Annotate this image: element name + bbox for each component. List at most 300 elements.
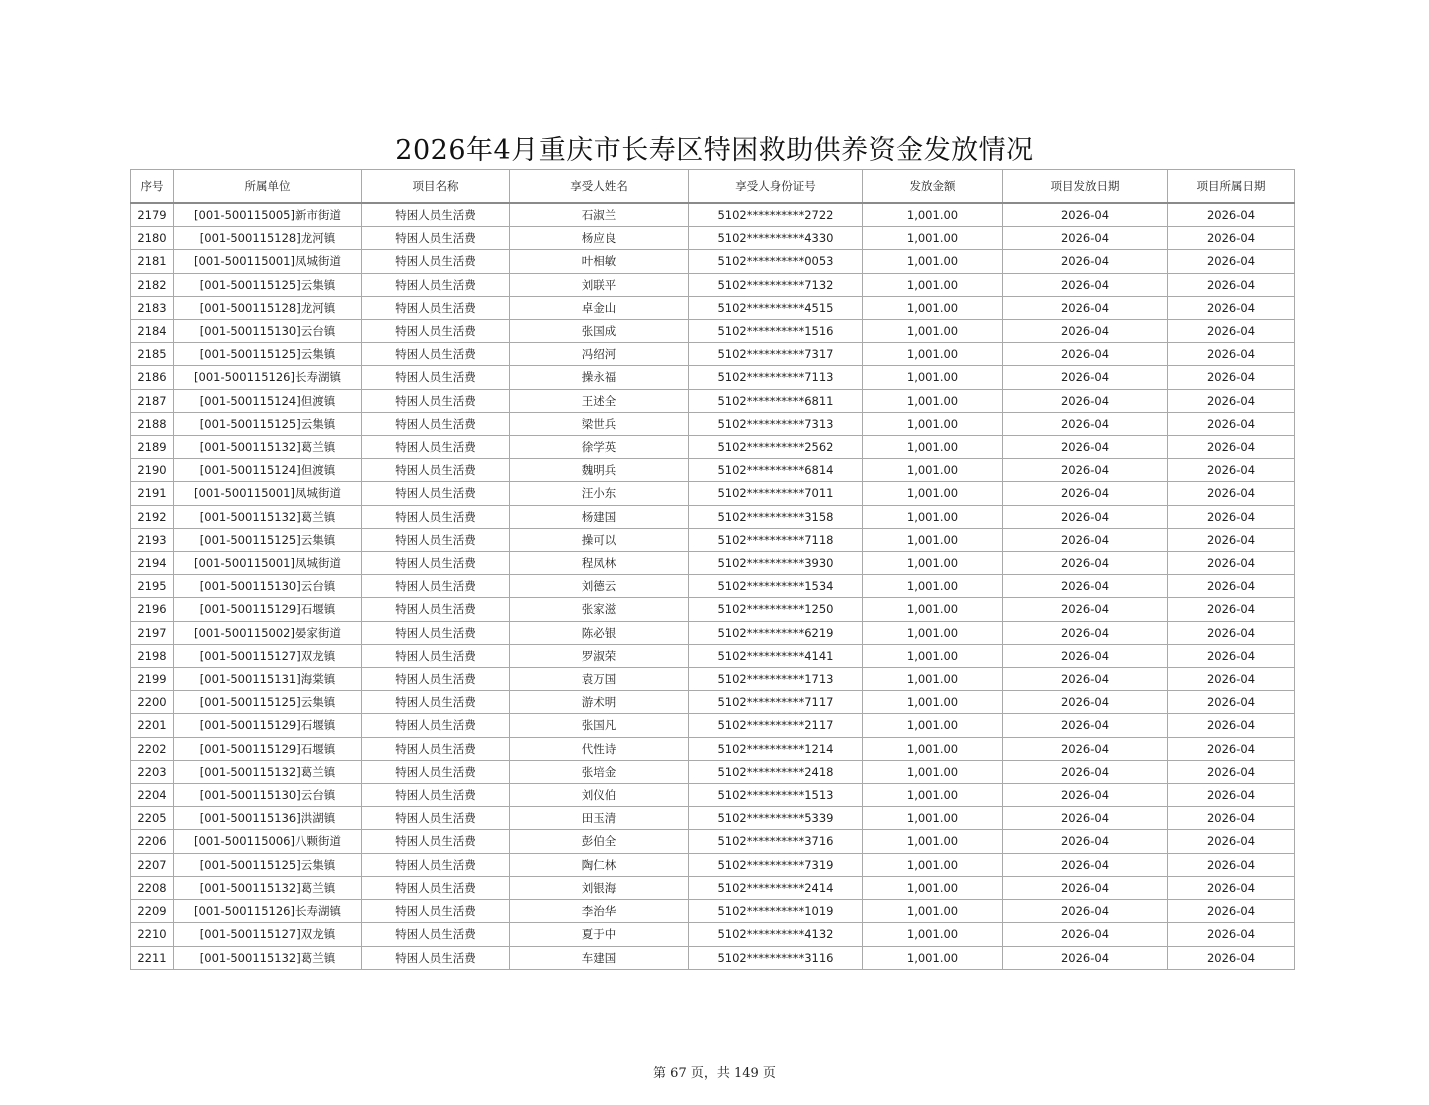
cell-project: 特困人员生活费 xyxy=(362,250,510,273)
payment-table xyxy=(130,169,1295,970)
table-row xyxy=(131,900,1295,923)
cell-project: 特困人员生活费 xyxy=(362,760,510,783)
cell-project: 特困人员生活费 xyxy=(362,296,510,319)
cell-period: 2026-04 xyxy=(1168,876,1295,899)
cell-index: 2198 xyxy=(131,644,174,667)
cell-name: 彭伯全 xyxy=(510,830,689,853)
cell-amount: 1,001.00 xyxy=(863,366,1003,389)
cell-name: 杨应良 xyxy=(510,227,689,250)
cell-issue-date: 2026-04 xyxy=(1003,644,1168,667)
cell-period: 2026-04 xyxy=(1168,807,1295,830)
cell-unit: [001-500115002]晏家街道 xyxy=(174,621,362,644)
cell-id-number: 5102**********3116 xyxy=(689,946,863,969)
cell-period: 2026-04 xyxy=(1168,296,1295,319)
cell-issue-date: 2026-04 xyxy=(1003,691,1168,714)
cell-project: 特困人员生活费 xyxy=(362,528,510,551)
cell-project: 特困人员生活费 xyxy=(362,459,510,482)
cell-unit: [001-500115130]云台镇 xyxy=(174,575,362,598)
cell-amount: 1,001.00 xyxy=(863,250,1003,273)
cell-unit: [001-500115136]洪湖镇 xyxy=(174,807,362,830)
cell-amount: 1,001.00 xyxy=(863,552,1003,575)
cell-period: 2026-04 xyxy=(1168,714,1295,737)
cell-id-number: 5102**********7132 xyxy=(689,273,863,296)
cell-period: 2026-04 xyxy=(1168,853,1295,876)
cell-id-number: 5102**********5339 xyxy=(689,807,863,830)
cell-issue-date: 2026-04 xyxy=(1003,412,1168,435)
cell-project: 特困人员生活费 xyxy=(362,946,510,969)
cell-index: 2203 xyxy=(131,760,174,783)
cell-amount: 1,001.00 xyxy=(863,528,1003,551)
cell-project: 特困人员生活费 xyxy=(362,389,510,412)
cell-id-number: 5102**********1713 xyxy=(689,668,863,691)
cell-amount: 1,001.00 xyxy=(863,389,1003,412)
table-row xyxy=(131,784,1295,807)
cell-period: 2026-04 xyxy=(1168,621,1295,644)
cell-id-number: 5102**********6219 xyxy=(689,621,863,644)
cell-issue-date: 2026-04 xyxy=(1003,389,1168,412)
cell-project: 特困人员生活费 xyxy=(362,482,510,505)
cell-project: 特困人员生活费 xyxy=(362,784,510,807)
cell-amount: 1,001.00 xyxy=(863,227,1003,250)
cell-amount: 1,001.00 xyxy=(863,830,1003,853)
cell-project: 特困人员生活费 xyxy=(362,598,510,621)
cell-id-number: 5102**********7313 xyxy=(689,412,863,435)
cell-name: 梁世兵 xyxy=(510,412,689,435)
cell-amount: 1,001.00 xyxy=(863,807,1003,830)
cell-id-number: 5102**********4132 xyxy=(689,923,863,946)
col-header-period: 项目所属日期 xyxy=(1168,170,1295,204)
cell-project: 特困人员生活费 xyxy=(362,737,510,760)
cell-id-number: 5102**********3158 xyxy=(689,505,863,528)
table-row xyxy=(131,807,1295,830)
table-row xyxy=(131,320,1295,343)
cell-unit: [001-500115126]长寿湖镇 xyxy=(174,366,362,389)
cell-unit: [001-500115129]石堰镇 xyxy=(174,737,362,760)
cell-period: 2026-04 xyxy=(1168,598,1295,621)
cell-index: 2186 xyxy=(131,366,174,389)
cell-period: 2026-04 xyxy=(1168,830,1295,853)
cell-project: 特困人员生活费 xyxy=(362,227,510,250)
cell-issue-date: 2026-04 xyxy=(1003,528,1168,551)
cell-period: 2026-04 xyxy=(1168,412,1295,435)
cell-period: 2026-04 xyxy=(1168,784,1295,807)
table-row xyxy=(131,691,1295,714)
table-row xyxy=(131,366,1295,389)
cell-unit: [001-500115006]八颗街道 xyxy=(174,830,362,853)
cell-issue-date: 2026-04 xyxy=(1003,203,1168,227)
header-row xyxy=(131,170,1295,204)
cell-unit: [001-500115125]云集镇 xyxy=(174,343,362,366)
table-row xyxy=(131,343,1295,366)
cell-period: 2026-04 xyxy=(1168,900,1295,923)
cell-name: 程凤林 xyxy=(510,552,689,575)
cell-id-number: 5102**********2562 xyxy=(689,436,863,459)
cell-name: 车建国 xyxy=(510,946,689,969)
cell-index: 2197 xyxy=(131,621,174,644)
cell-amount: 1,001.00 xyxy=(863,853,1003,876)
cell-index: 2201 xyxy=(131,714,174,737)
cell-project: 特困人员生活费 xyxy=(362,320,510,343)
cell-issue-date: 2026-04 xyxy=(1003,575,1168,598)
cell-name: 田玉清 xyxy=(510,807,689,830)
cell-id-number: 5102**********7011 xyxy=(689,482,863,505)
cell-index: 2205 xyxy=(131,807,174,830)
table-row xyxy=(131,528,1295,551)
page-title: 2026年4月重庆市长寿区特困救助供养资金发放情况 xyxy=(395,135,1034,166)
cell-name: 罗淑荣 xyxy=(510,644,689,667)
cell-period: 2026-04 xyxy=(1168,343,1295,366)
cell-amount: 1,001.00 xyxy=(863,900,1003,923)
cell-project: 特困人员生活费 xyxy=(362,853,510,876)
cell-name: 袁万国 xyxy=(510,668,689,691)
cell-unit: [001-500115126]长寿湖镇 xyxy=(174,900,362,923)
cell-issue-date: 2026-04 xyxy=(1003,436,1168,459)
cell-issue-date: 2026-04 xyxy=(1003,668,1168,691)
cell-id-number: 5102**********0053 xyxy=(689,250,863,273)
cell-period: 2026-04 xyxy=(1168,273,1295,296)
cell-period: 2026-04 xyxy=(1168,389,1295,412)
cell-project: 特困人员生活费 xyxy=(362,343,510,366)
table-row xyxy=(131,876,1295,899)
cell-issue-date: 2026-04 xyxy=(1003,853,1168,876)
cell-index: 2185 xyxy=(131,343,174,366)
table-row xyxy=(131,482,1295,505)
cell-amount: 1,001.00 xyxy=(863,598,1003,621)
cell-index: 2207 xyxy=(131,853,174,876)
cell-issue-date: 2026-04 xyxy=(1003,830,1168,853)
cell-index: 2181 xyxy=(131,250,174,273)
cell-name: 刘联平 xyxy=(510,273,689,296)
cell-project: 特困人员生活费 xyxy=(362,668,510,691)
cell-amount: 1,001.00 xyxy=(863,923,1003,946)
cell-name: 王述全 xyxy=(510,389,689,412)
cell-unit: [001-500115001]凤城街道 xyxy=(174,482,362,505)
cell-period: 2026-04 xyxy=(1168,668,1295,691)
cell-issue-date: 2026-04 xyxy=(1003,552,1168,575)
cell-unit: [001-500115124]但渡镇 xyxy=(174,389,362,412)
cell-index: 2182 xyxy=(131,273,174,296)
cell-amount: 1,001.00 xyxy=(863,505,1003,528)
cell-unit: [001-500115132]葛兰镇 xyxy=(174,505,362,528)
cell-amount: 1,001.00 xyxy=(863,668,1003,691)
cell-project: 特困人员生活费 xyxy=(362,644,510,667)
cell-project: 特困人员生活费 xyxy=(362,273,510,296)
table-row xyxy=(131,412,1295,435)
cell-issue-date: 2026-04 xyxy=(1003,296,1168,319)
cell-period: 2026-04 xyxy=(1168,459,1295,482)
table-row xyxy=(131,714,1295,737)
cell-issue-date: 2026-04 xyxy=(1003,900,1168,923)
col-header-id-number: 享受人身份证号 xyxy=(689,170,863,204)
cell-unit: [001-500115127]双龙镇 xyxy=(174,644,362,667)
cell-id-number: 5102**********7113 xyxy=(689,366,863,389)
cell-period: 2026-04 xyxy=(1168,923,1295,946)
cell-index: 2189 xyxy=(131,436,174,459)
table-row xyxy=(131,227,1295,250)
cell-project: 特困人员生活费 xyxy=(362,714,510,737)
cell-unit: [001-500115125]云集镇 xyxy=(174,412,362,435)
cell-index: 2180 xyxy=(131,227,174,250)
cell-index: 2194 xyxy=(131,552,174,575)
cell-issue-date: 2026-04 xyxy=(1003,482,1168,505)
cell-amount: 1,001.00 xyxy=(863,784,1003,807)
table-row xyxy=(131,830,1295,853)
table-row xyxy=(131,203,1295,227)
cell-index: 2211 xyxy=(131,946,174,969)
cell-amount: 1,001.00 xyxy=(863,436,1003,459)
cell-index: 2204 xyxy=(131,784,174,807)
cell-issue-date: 2026-04 xyxy=(1003,737,1168,760)
cell-name: 代性诗 xyxy=(510,737,689,760)
cell-index: 2183 xyxy=(131,296,174,319)
cell-index: 2208 xyxy=(131,876,174,899)
table-row xyxy=(131,946,1295,969)
cell-name: 陶仁林 xyxy=(510,853,689,876)
cell-id-number: 5102**********1250 xyxy=(689,598,863,621)
cell-issue-date: 2026-04 xyxy=(1003,505,1168,528)
cell-project: 特困人员生活费 xyxy=(362,436,510,459)
cell-index: 2193 xyxy=(131,528,174,551)
cell-project: 特困人员生活费 xyxy=(362,876,510,899)
cell-index: 2190 xyxy=(131,459,174,482)
cell-index: 2209 xyxy=(131,900,174,923)
cell-index: 2187 xyxy=(131,389,174,412)
cell-name: 徐学英 xyxy=(510,436,689,459)
cell-name: 冯绍河 xyxy=(510,343,689,366)
table-row xyxy=(131,575,1295,598)
cell-unit: [001-500115130]云台镇 xyxy=(174,784,362,807)
cell-index: 2200 xyxy=(131,691,174,714)
cell-index: 2202 xyxy=(131,737,174,760)
page-footer: 第 67 页，共 149 页 xyxy=(653,1066,776,1081)
cell-project: 特困人员生活费 xyxy=(362,923,510,946)
cell-period: 2026-04 xyxy=(1168,946,1295,969)
cell-unit: [001-500115129]石堰镇 xyxy=(174,714,362,737)
cell-amount: 1,001.00 xyxy=(863,621,1003,644)
cell-id-number: 5102**********4141 xyxy=(689,644,863,667)
cell-id-number: 5102**********6811 xyxy=(689,389,863,412)
cell-unit: [001-500115128]龙河镇 xyxy=(174,296,362,319)
cell-name: 张家滋 xyxy=(510,598,689,621)
cell-issue-date: 2026-04 xyxy=(1003,760,1168,783)
cell-period: 2026-04 xyxy=(1168,644,1295,667)
cell-id-number: 5102**********2722 xyxy=(689,203,863,227)
cell-unit: [001-500115125]云集镇 xyxy=(174,273,362,296)
cell-unit: [001-500115128]龙河镇 xyxy=(174,227,362,250)
table-row xyxy=(131,760,1295,783)
cell-name: 叶相敏 xyxy=(510,250,689,273)
cell-period: 2026-04 xyxy=(1168,552,1295,575)
cell-name: 游术明 xyxy=(510,691,689,714)
col-header-unit: 所属单位 xyxy=(174,170,362,204)
col-header-name: 享受人姓名 xyxy=(510,170,689,204)
cell-amount: 1,001.00 xyxy=(863,203,1003,227)
cell-id-number: 5102**********4330 xyxy=(689,227,863,250)
cell-project: 特困人员生活费 xyxy=(362,900,510,923)
cell-amount: 1,001.00 xyxy=(863,273,1003,296)
cell-amount: 1,001.00 xyxy=(863,714,1003,737)
table-row xyxy=(131,552,1295,575)
cell-amount: 1,001.00 xyxy=(863,482,1003,505)
table-row xyxy=(131,923,1295,946)
cell-project: 特困人员生活费 xyxy=(362,575,510,598)
cell-index: 2184 xyxy=(131,320,174,343)
cell-index: 2206 xyxy=(131,830,174,853)
cell-amount: 1,001.00 xyxy=(863,760,1003,783)
table-row xyxy=(131,853,1295,876)
cell-issue-date: 2026-04 xyxy=(1003,714,1168,737)
cell-period: 2026-04 xyxy=(1168,482,1295,505)
cell-issue-date: 2026-04 xyxy=(1003,250,1168,273)
cell-name: 汪小东 xyxy=(510,482,689,505)
cell-project: 特困人员生活费 xyxy=(362,505,510,528)
col-header-amount: 发放金额 xyxy=(863,170,1003,204)
cell-issue-date: 2026-04 xyxy=(1003,807,1168,830)
cell-index: 2210 xyxy=(131,923,174,946)
cell-period: 2026-04 xyxy=(1168,737,1295,760)
cell-name: 陈必银 xyxy=(510,621,689,644)
cell-name: 夏于中 xyxy=(510,923,689,946)
cell-index: 2188 xyxy=(131,412,174,435)
cell-period: 2026-04 xyxy=(1168,528,1295,551)
cell-id-number: 5102**********1513 xyxy=(689,784,863,807)
cell-id-number: 5102**********7118 xyxy=(689,528,863,551)
table-row xyxy=(131,296,1295,319)
table-header xyxy=(131,170,1295,204)
cell-project: 特困人员生活费 xyxy=(362,366,510,389)
cell-project: 特困人员生活费 xyxy=(362,621,510,644)
cell-name: 石淑兰 xyxy=(510,203,689,227)
cell-id-number: 5102**********4515 xyxy=(689,296,863,319)
cell-id-number: 5102**********2117 xyxy=(689,714,863,737)
cell-name: 卓金山 xyxy=(510,296,689,319)
cell-period: 2026-04 xyxy=(1168,691,1295,714)
table-row xyxy=(131,644,1295,667)
cell-project: 特困人员生活费 xyxy=(362,552,510,575)
cell-index: 2192 xyxy=(131,505,174,528)
cell-issue-date: 2026-04 xyxy=(1003,320,1168,343)
cell-period: 2026-04 xyxy=(1168,366,1295,389)
cell-issue-date: 2026-04 xyxy=(1003,621,1168,644)
cell-issue-date: 2026-04 xyxy=(1003,946,1168,969)
cell-id-number: 5102**********1534 xyxy=(689,575,863,598)
cell-name: 刘仪伯 xyxy=(510,784,689,807)
table-row xyxy=(131,436,1295,459)
cell-issue-date: 2026-04 xyxy=(1003,598,1168,621)
cell-id-number: 5102**********6814 xyxy=(689,459,863,482)
cell-id-number: 5102**********1516 xyxy=(689,320,863,343)
cell-unit: [001-500115001]凤城街道 xyxy=(174,552,362,575)
cell-unit: [001-500115132]葛兰镇 xyxy=(174,946,362,969)
cell-period: 2026-04 xyxy=(1168,575,1295,598)
cell-id-number: 5102**********7319 xyxy=(689,853,863,876)
cell-project: 特困人员生活费 xyxy=(362,203,510,227)
cell-amount: 1,001.00 xyxy=(863,946,1003,969)
cell-unit: [001-500115129]石堰镇 xyxy=(174,598,362,621)
cell-project: 特困人员生活费 xyxy=(362,691,510,714)
table-row xyxy=(131,598,1295,621)
cell-project: 特困人员生活费 xyxy=(362,807,510,830)
cell-id-number: 5102**********2414 xyxy=(689,876,863,899)
cell-id-number: 5102**********1019 xyxy=(689,900,863,923)
cell-name: 操可以 xyxy=(510,528,689,551)
cell-amount: 1,001.00 xyxy=(863,343,1003,366)
cell-period: 2026-04 xyxy=(1168,227,1295,250)
cell-period: 2026-04 xyxy=(1168,760,1295,783)
table-row xyxy=(131,505,1295,528)
cell-unit: [001-500115130]云台镇 xyxy=(174,320,362,343)
cell-issue-date: 2026-04 xyxy=(1003,876,1168,899)
cell-amount: 1,001.00 xyxy=(863,644,1003,667)
cell-amount: 1,001.00 xyxy=(863,691,1003,714)
table-row xyxy=(131,668,1295,691)
cell-unit: [001-500115125]云集镇 xyxy=(174,691,362,714)
table-row xyxy=(131,621,1295,644)
table-row xyxy=(131,250,1295,273)
cell-id-number: 5102**********7317 xyxy=(689,343,863,366)
cell-name: 李治华 xyxy=(510,900,689,923)
cell-project: 特困人员生活费 xyxy=(362,830,510,853)
cell-name: 张国凡 xyxy=(510,714,689,737)
cell-amount: 1,001.00 xyxy=(863,876,1003,899)
cell-name: 操永福 xyxy=(510,366,689,389)
cell-unit: [001-500115124]但渡镇 xyxy=(174,459,362,482)
cell-index: 2199 xyxy=(131,668,174,691)
cell-amount: 1,001.00 xyxy=(863,296,1003,319)
cell-index: 2196 xyxy=(131,598,174,621)
col-header-issue-date: 项目发放日期 xyxy=(1003,170,1168,204)
cell-index: 2179 xyxy=(131,203,174,227)
cell-issue-date: 2026-04 xyxy=(1003,459,1168,482)
cell-unit: [001-500115132]葛兰镇 xyxy=(174,436,362,459)
table-body xyxy=(131,203,1295,969)
cell-project: 特困人员生活费 xyxy=(362,412,510,435)
cell-index: 2191 xyxy=(131,482,174,505)
cell-unit: [001-500115125]云集镇 xyxy=(174,853,362,876)
cell-unit: [001-500115005]新市街道 xyxy=(174,203,362,227)
cell-name: 张培金 xyxy=(510,760,689,783)
cell-issue-date: 2026-04 xyxy=(1003,273,1168,296)
table-row xyxy=(131,737,1295,760)
cell-amount: 1,001.00 xyxy=(863,320,1003,343)
cell-issue-date: 2026-04 xyxy=(1003,343,1168,366)
cell-period: 2026-04 xyxy=(1168,436,1295,459)
cell-issue-date: 2026-04 xyxy=(1003,227,1168,250)
col-header-project: 项目名称 xyxy=(362,170,510,204)
cell-id-number: 5102**********3716 xyxy=(689,830,863,853)
cell-id-number: 5102**********1214 xyxy=(689,737,863,760)
cell-unit: [001-500115131]海棠镇 xyxy=(174,668,362,691)
cell-unit: [001-500115001]凤城街道 xyxy=(174,250,362,273)
cell-name: 杨建国 xyxy=(510,505,689,528)
cell-issue-date: 2026-04 xyxy=(1003,366,1168,389)
cell-period: 2026-04 xyxy=(1168,505,1295,528)
cell-name: 张国成 xyxy=(510,320,689,343)
table-row xyxy=(131,389,1295,412)
cell-amount: 1,001.00 xyxy=(863,412,1003,435)
cell-amount: 1,001.00 xyxy=(863,737,1003,760)
cell-id-number: 5102**********7117 xyxy=(689,691,863,714)
cell-unit: [001-500115127]双龙镇 xyxy=(174,923,362,946)
table-row xyxy=(131,273,1295,296)
cell-issue-date: 2026-04 xyxy=(1003,784,1168,807)
cell-id-number: 5102**********2418 xyxy=(689,760,863,783)
cell-unit: [001-500115132]葛兰镇 xyxy=(174,876,362,899)
table-row xyxy=(131,459,1295,482)
cell-name: 魏明兵 xyxy=(510,459,689,482)
cell-period: 2026-04 xyxy=(1168,203,1295,227)
cell-name: 刘银海 xyxy=(510,876,689,899)
